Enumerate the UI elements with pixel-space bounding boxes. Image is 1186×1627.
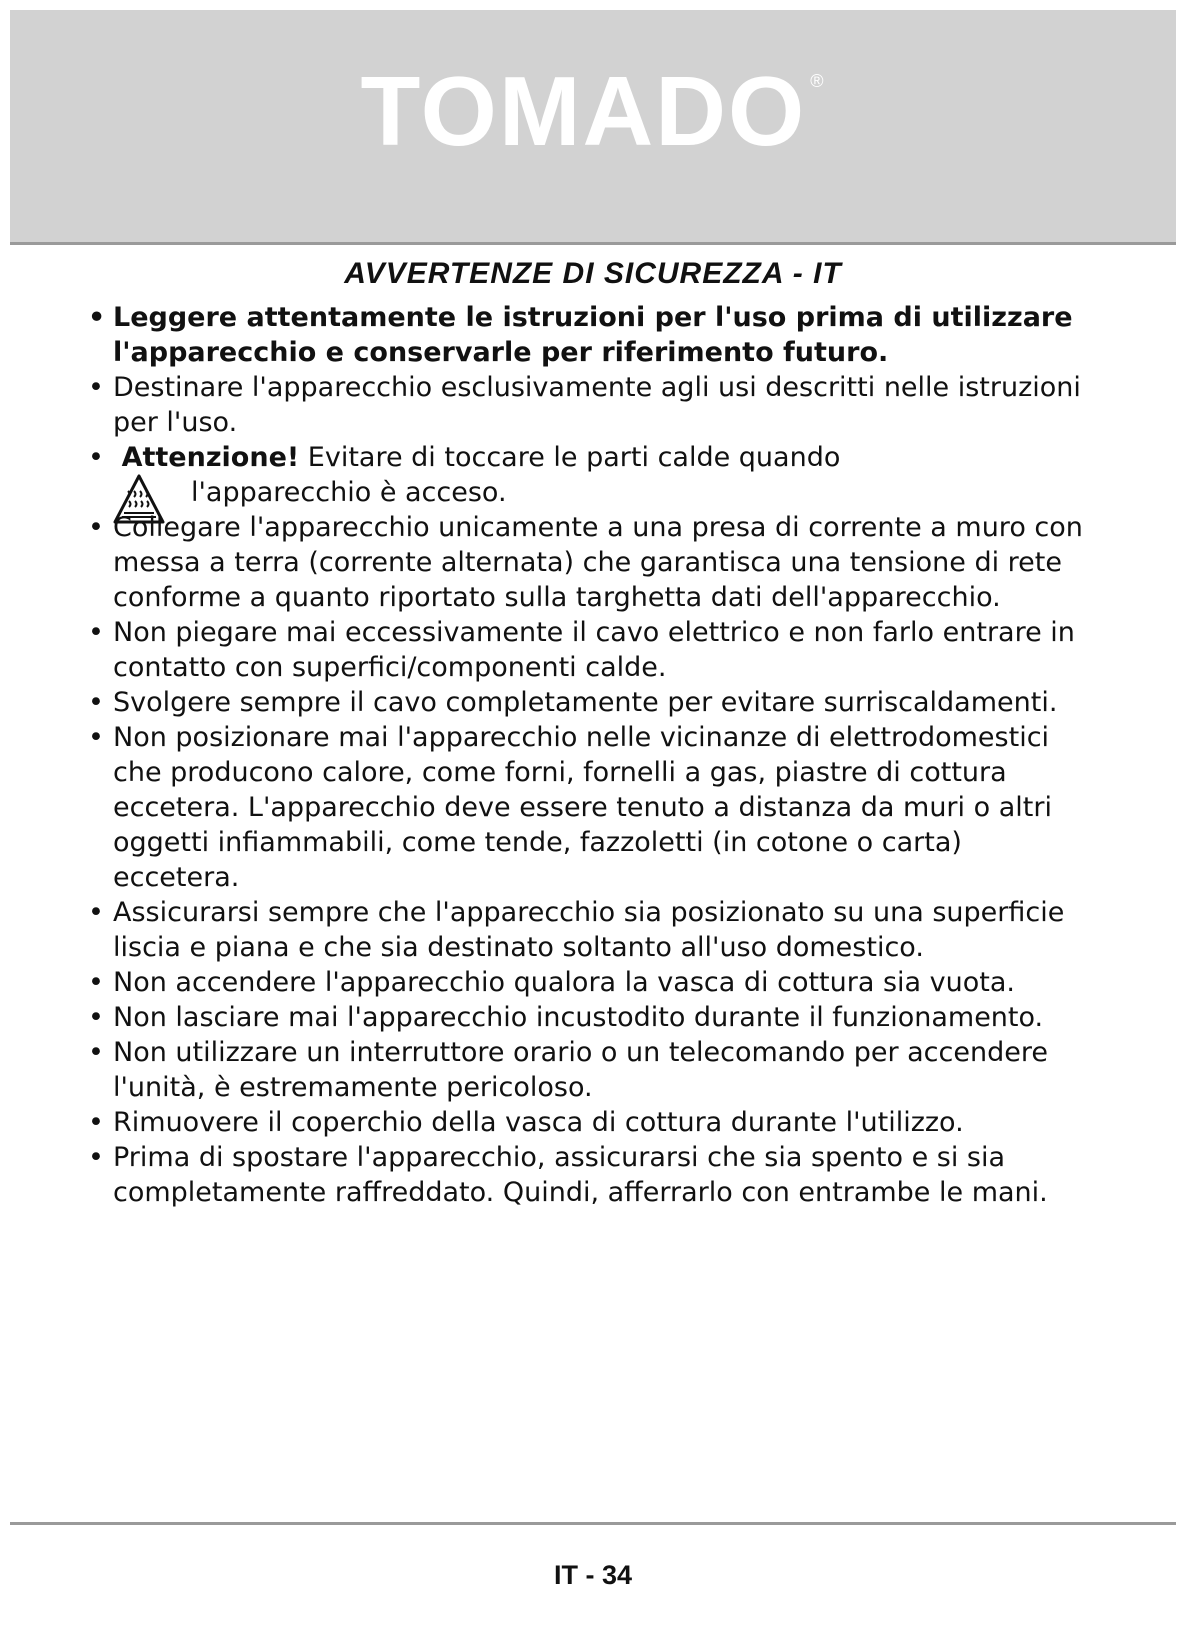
item-text: Svolgere sempre il cavo completamente per evitare surriscaldamenti.: [113, 687, 1058, 718]
section-title: AVVERTENZE DI SICUREZZA - IT: [344, 257, 842, 290]
list-item: [88, 510, 1088, 615]
warning-emphasis: Attenzione!: [121, 442, 300, 473]
bullet: •: [88, 302, 106, 333]
header-band: [10, 10, 1176, 245]
bullet: •: [88, 442, 104, 473]
list-item: [88, 1035, 1088, 1105]
brand-logo-text: TOMADO: [360, 56, 807, 166]
list-item: [88, 370, 1088, 440]
list-item: [88, 1140, 1088, 1210]
item-text: Non accendere l'apparecchio qualora la vasca di cottura sia vuota.: [113, 967, 1015, 998]
bullet: •: [88, 897, 104, 928]
brand-logo: [10, 56, 1176, 166]
warning-line-1: [113, 440, 1088, 475]
item-text: Evitare di toccare le parti calde quando: [299, 442, 841, 473]
item-text: Collegare l'apparecchio unicamente a una presa di corrente a muro con messa a terra (corrente alternata) che garantisca una tensione di rete conforme a quanto riportato sulla targhetta dati dell'apparecchio.: [113, 512, 1083, 613]
item-text: Rimuovere il coperchio della vasca di cottura durante l'utilizzo.: [113, 1107, 964, 1138]
bullet: •: [88, 722, 104, 753]
list-item: [88, 1105, 1088, 1140]
page-number: IT - 34: [553, 1560, 633, 1590]
item-text: Destinare l'apparecchio esclusivamente agli usi descritti nelle istruzioni per l'uso.: [113, 372, 1081, 438]
bullet: •: [88, 967, 104, 998]
item-text: Non posizionare mai l'apparecchio nelle vicinanze di elettrodomestici che producono calore, come forni, fornelli a gas, piastre di cottura eccetera. L'apparecchio deve essere tenuto a distanza da muri o altri oggetti infiammabili, come tende, fazzoletti (in cotone o carta) eccetera.: [113, 722, 1052, 893]
item-text: Non piegare mai eccessivamente il cavo elettrico e non farlo entrare in contatto con superfici/componenti calde.: [113, 617, 1075, 683]
bullet: •: [88, 512, 104, 543]
list-item: [88, 1000, 1088, 1035]
bullet: •: [88, 372, 104, 403]
item-text: Non lasciare mai l'apparecchio incustodito durante il funzionamento.: [113, 1002, 1044, 1033]
list-item: [88, 720, 1088, 895]
bullet: •: [88, 1107, 104, 1138]
list-item: [88, 300, 1088, 370]
bullet: •: [88, 1037, 104, 1068]
item-text: Non utilizzare un interruttore orario o un telecomando per accendere l'unità, è estremamente pericoloso.: [113, 1037, 1048, 1103]
list-item: [88, 965, 1088, 1000]
list-item: [88, 685, 1088, 720]
warning-line-2: [113, 475, 1088, 510]
bullet: •: [88, 617, 104, 648]
item-text: Leggere attentamente le istruzioni per l'uso prima di utilizzare l'apparecchio e conservarle per riferimento futuro.: [113, 302, 1073, 368]
bullet: •: [88, 1142, 104, 1173]
list-item: [88, 615, 1088, 685]
item-text: l'apparecchio è acceso.: [191, 477, 507, 508]
bullet: •: [88, 687, 104, 718]
item-text: Assicurarsi sempre che l'apparecchio sia posizionato su una superficie liscia e piana e che sia destinato soltanto all'uso domestico.: [113, 897, 1065, 963]
safety-warnings-list: [88, 300, 1088, 1210]
bullet: •: [88, 1002, 104, 1033]
footer-divider: [10, 1522, 1176, 1525]
list-item: [88, 895, 1088, 965]
list-item-warning: [88, 440, 1088, 510]
item-text: Prima di spostare l'apparecchio, assicurarsi che sia spento e si sia completamente raffreddato. Quindi, afferrarlo con entrambe le mani.: [113, 1142, 1048, 1208]
registered-mark: ®: [810, 71, 826, 91]
